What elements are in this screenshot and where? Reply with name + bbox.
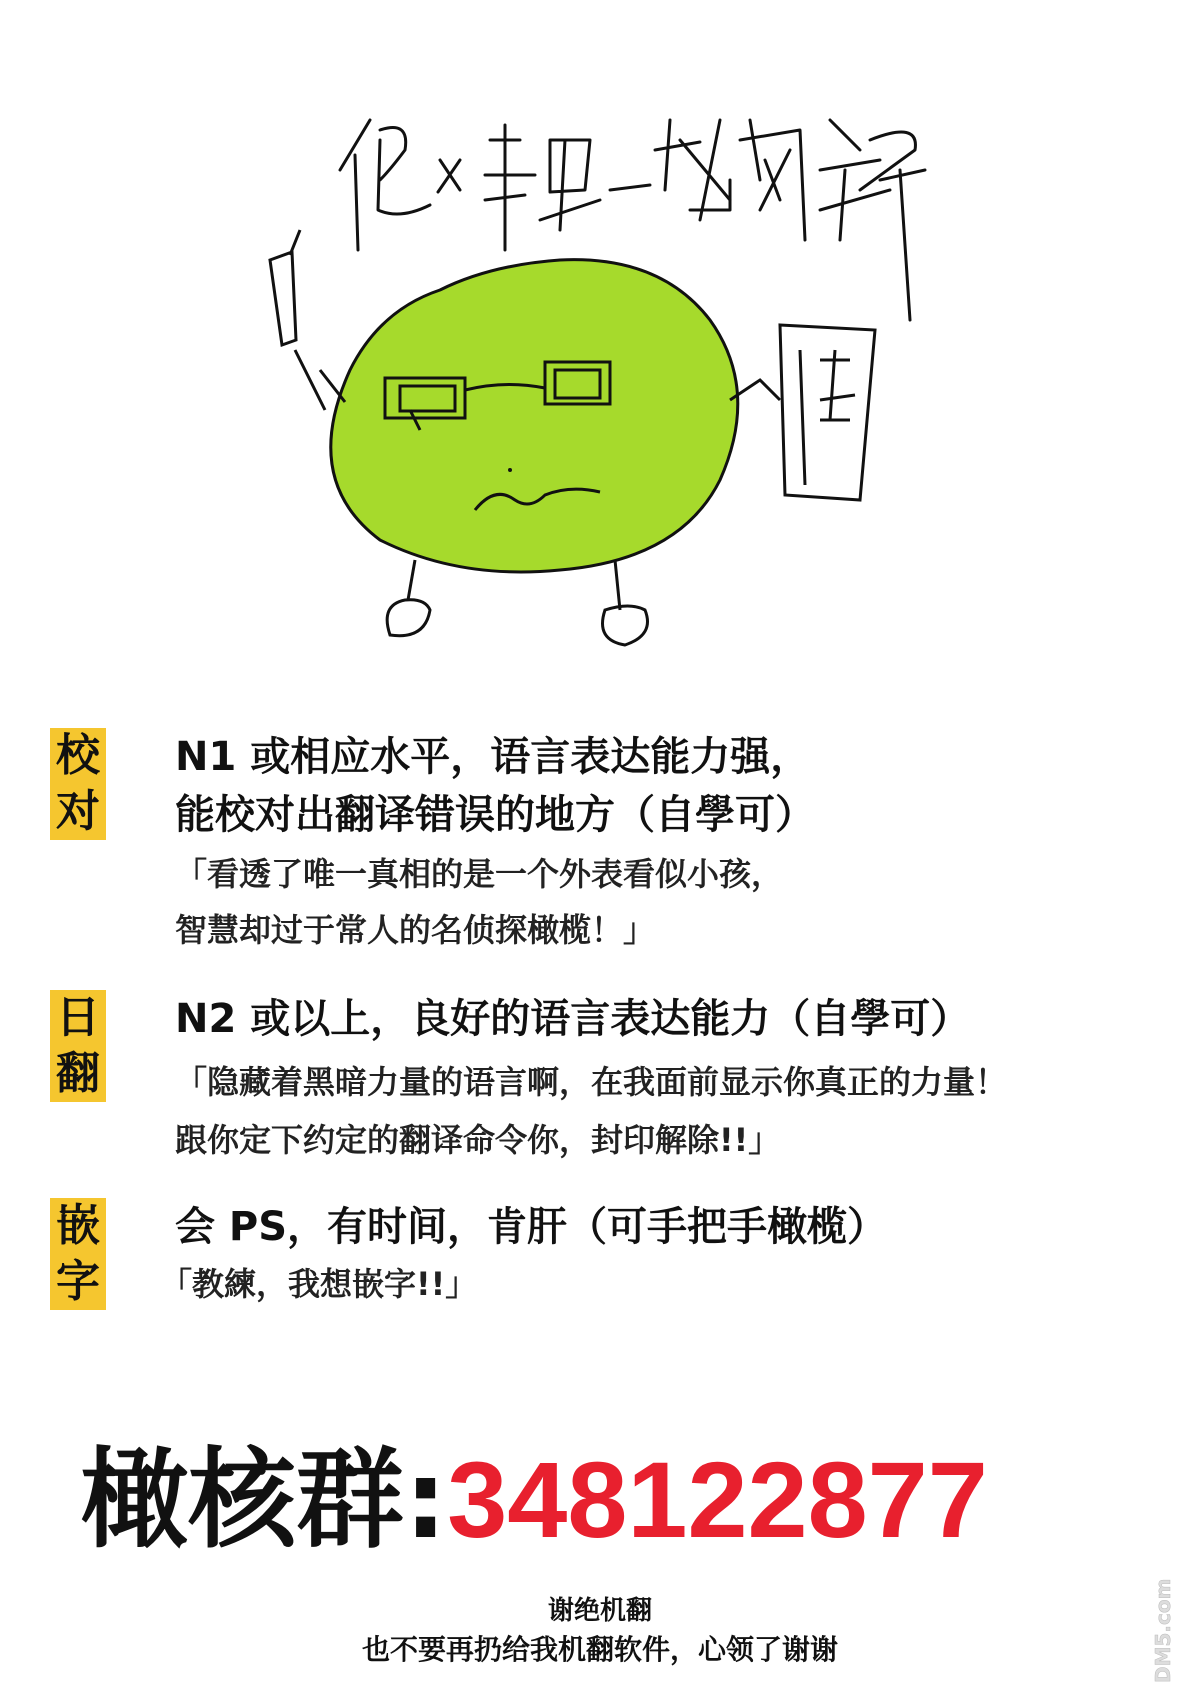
role-requirement: 能校对出翻译错误的地方（自學可） bbox=[175, 792, 815, 838]
role-requirement: N2 或以上，良好的语言表达能力（自學可） bbox=[175, 996, 971, 1042]
paper-icon bbox=[780, 325, 875, 500]
footer-line-1: 谢绝机翻 bbox=[547, 1596, 652, 1626]
group-label: 橄核群: bbox=[80, 1438, 448, 1563]
role-quote: 跟你定下约定的翻译命令你，封印解除!!」 bbox=[175, 1121, 781, 1159]
group-contact bbox=[80, 1440, 988, 1561]
pen-icon bbox=[270, 230, 300, 345]
role-tag: 日翻 bbox=[50, 990, 106, 1102]
site-watermark bbox=[1142, 1535, 1182, 1685]
role-requirement: 会 PS，有时间，肯肝（可手把手橄榄） bbox=[175, 1204, 888, 1250]
mascot-body bbox=[331, 260, 738, 572]
group-number[interactable]: 348122877 bbox=[447, 1439, 988, 1560]
role-tag: 嵌字 bbox=[50, 1198, 106, 1310]
mascot-illustration bbox=[260, 80, 980, 720]
role-tag: 校对 bbox=[50, 728, 106, 840]
role-quote: 「教練，我想嵌字!!」 bbox=[160, 1265, 478, 1303]
footer-line-2: 也不要再扔给我机翻软件，心领了谢谢 bbox=[361, 1633, 838, 1666]
role-quote: 智慧却过于常人的名侦探橄榄！」 bbox=[175, 911, 656, 949]
role-requirement: N1 或相应水平，语言表达能力强， bbox=[175, 734, 811, 780]
role-quote: 「看透了唯一真相的是一个外表看似小孩， bbox=[175, 855, 784, 893]
watermark-text: DM5.com bbox=[1151, 1578, 1175, 1683]
role-quote: 「隐藏着黑暗力量的语言啊，在我面前显示你真正的力量！ bbox=[175, 1063, 1008, 1101]
